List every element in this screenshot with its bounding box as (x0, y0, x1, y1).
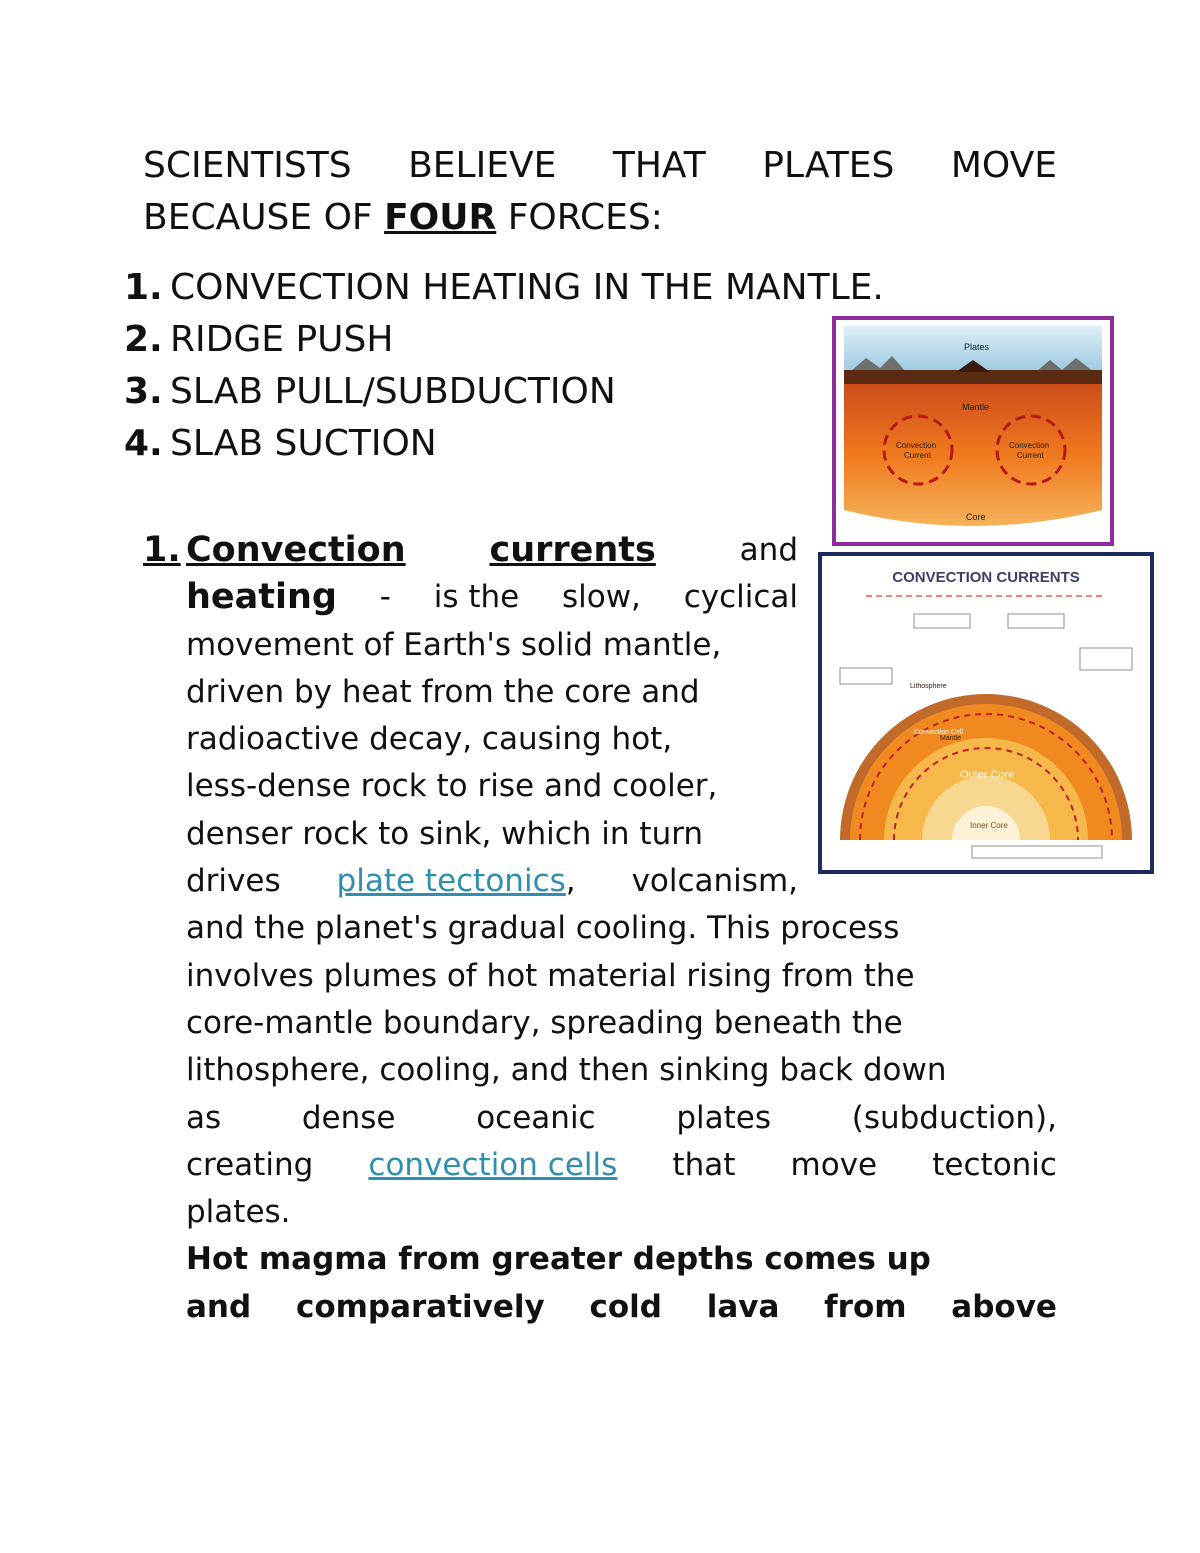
text-line (186, 1095, 1057, 1142)
text-line: driven by heat from the core and (186, 673, 700, 710)
intro-text: FORCES: (496, 197, 663, 238)
force-text: SLAB PULL/SUBDUCTION (170, 371, 616, 412)
force-number: 3. (124, 371, 163, 412)
convection-cells-link[interactable]: convection cells (368, 1146, 618, 1183)
text-line: denser rock to sink, which in turn (186, 815, 704, 852)
label-convection-current: Current (1017, 451, 1044, 460)
mantle-convection-illustration (836, 320, 1110, 542)
force-item (124, 262, 884, 314)
force-item (124, 314, 884, 366)
word: oceanic (476, 1099, 596, 1136)
force-text: RIDGE PUSH (170, 319, 394, 360)
word: creating (186, 1146, 314, 1183)
dash: - (379, 579, 391, 616)
label-lithosphere: Lithosphere (910, 683, 947, 690)
text-line: movement of Earth's solid mantle, (186, 626, 722, 663)
word: lava (706, 1288, 780, 1325)
section-number: 1. (143, 530, 181, 570)
force-number: 2. (124, 319, 163, 360)
intro-word: BELIEVE (408, 145, 557, 186)
text-line (186, 858, 798, 905)
intro-line-1 (143, 140, 1057, 192)
text-line: less-dense rock to rise and cooler, (186, 768, 718, 805)
word: plates (676, 1099, 771, 1136)
convection-currents-figure (818, 552, 1154, 874)
term-word: Convection (186, 530, 406, 570)
word: cyclical (683, 579, 798, 616)
text-line (186, 527, 798, 574)
figure-title: CONVECTION CURRENTS (892, 569, 1080, 586)
label-outer-core: Outer Core (960, 769, 1015, 781)
plate-tectonics-link[interactable]: plate tectonics (336, 863, 566, 900)
intro-word: MOVE (950, 145, 1057, 186)
word: slow, (561, 579, 641, 616)
convection-currents-illustration (822, 556, 1150, 870)
intro-emphasis: FOUR (384, 197, 497, 238)
label-mantle: Mantle (962, 402, 990, 412)
label-plates: Plates (964, 342, 990, 352)
term-and: and (739, 532, 798, 568)
term-heating: heating (186, 577, 337, 618)
force-text: CONVECTION HEATING IN THE MANTLE. (170, 267, 884, 308)
word: is the (433, 579, 520, 616)
intro-word: THAT (612, 145, 706, 186)
intro-word: PLATES (762, 145, 895, 186)
label-convection-current: Convection (1009, 441, 1050, 450)
word: (subduction), (851, 1099, 1057, 1136)
label-convection-cell: Convection Cell (914, 729, 964, 736)
force-text: SLAB SUCTION (170, 423, 437, 464)
bold-line: Hot magma from greater depths comes up (186, 1241, 931, 1278)
word: above (951, 1288, 1057, 1325)
intro-heading (143, 140, 1057, 244)
force-number: 1. (124, 267, 163, 308)
word: drives (186, 863, 281, 900)
text-line: involves plumes of hot material rising from the (186, 957, 915, 994)
text-line: radioactive decay, causing hot, (186, 721, 673, 758)
word: as (186, 1099, 222, 1136)
force-item (124, 366, 884, 418)
bold-line (186, 1284, 1057, 1331)
label-inner-core: Inner Core (970, 821, 1008, 830)
word: and (186, 1288, 252, 1325)
mantle-convection-figure (832, 316, 1114, 546)
force-number: 4. (124, 423, 163, 464)
forces-list (124, 262, 884, 470)
label-convection-current: Convection (896, 441, 937, 450)
text-line (186, 1142, 1057, 1189)
word: tectonic (932, 1146, 1057, 1183)
intro-line-2 (143, 192, 1057, 244)
word: from (824, 1288, 907, 1325)
text-line: core-mantle boundary, spreading beneath the (186, 1004, 903, 1041)
term-word: currents (489, 530, 656, 570)
word: dense (301, 1099, 396, 1136)
text-line: lithosphere, cooling, and then sinking back down (186, 1052, 947, 1089)
text-line: and the planet's gradual cooling. This process (186, 910, 900, 947)
word: comparatively (295, 1288, 545, 1325)
word: cold (589, 1288, 662, 1325)
label-core: Core (966, 512, 986, 522)
word: volcanism, (631, 863, 798, 900)
comma: , (565, 863, 576, 900)
intro-word: SCIENTISTS (143, 145, 352, 186)
force-item (124, 418, 884, 470)
intro-text: BECAUSE OF (143, 197, 385, 238)
word: move (790, 1146, 878, 1183)
text-line: plates. (186, 1194, 291, 1231)
word: that (672, 1146, 736, 1183)
label-mantle: Mantle (940, 735, 962, 742)
label-convection-current: Current (904, 451, 931, 460)
text-line (186, 574, 798, 621)
